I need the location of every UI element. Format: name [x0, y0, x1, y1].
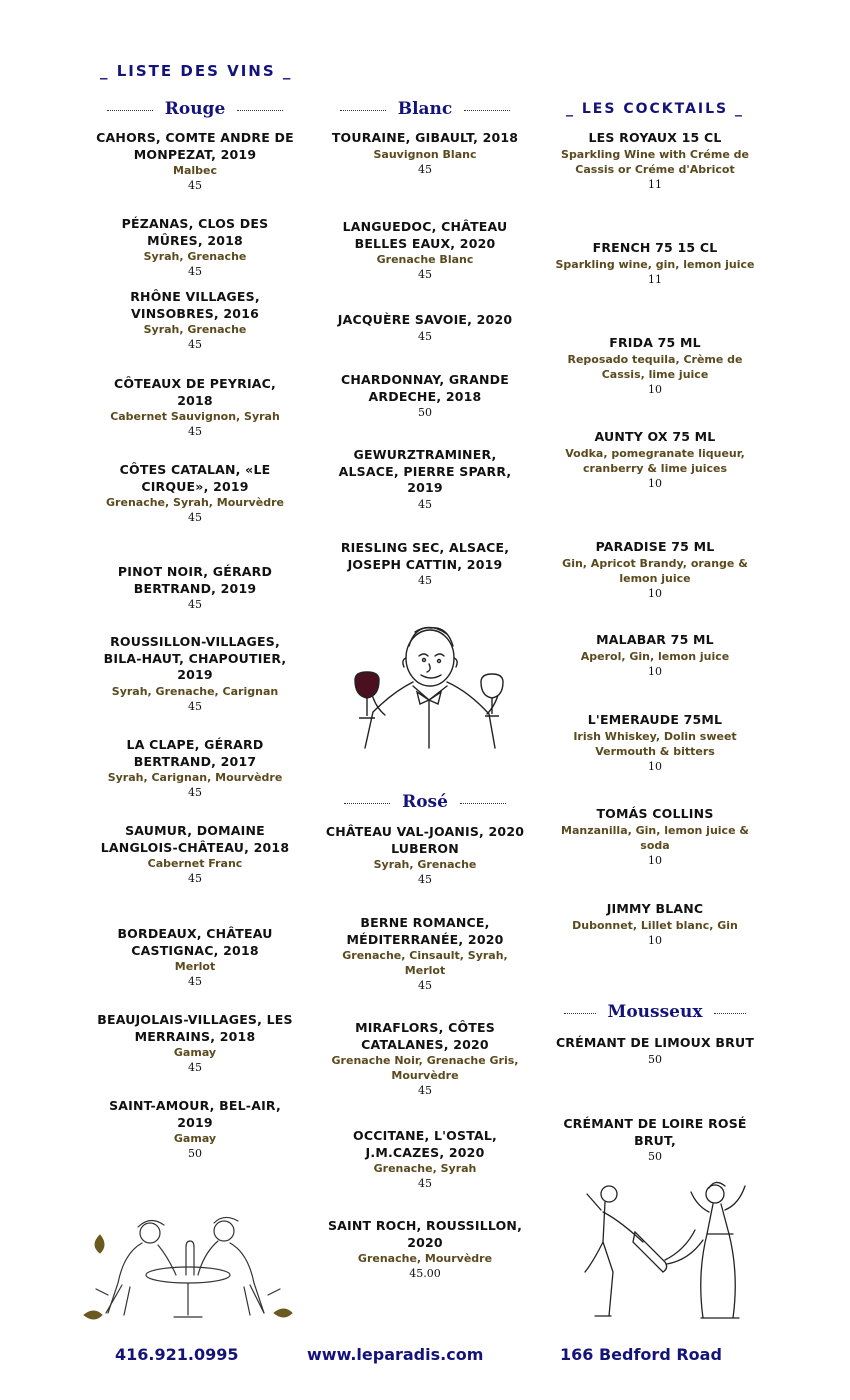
- item-name: MIRAFLORS, CÔTES CATALANES, 2020: [355, 1020, 495, 1052]
- menu-item: [95, 1098, 295, 1161]
- item-name: CHÂTEAU VAL-JOANIS, 2020 LUBERON: [325, 824, 525, 856]
- menu-item: [95, 216, 295, 279]
- item-price: 45: [188, 511, 202, 524]
- item-name: OCCITANE, L'OSTAL, J.M.CAZES, 2020: [353, 1128, 497, 1160]
- item-description: Reposado tequila, Crème de Cassis, lime juice: [567, 352, 743, 381]
- item-price: 10: [648, 759, 662, 773]
- menu-item: [95, 376, 295, 439]
- item-name: PÉZANAS, CLOS DES MÛRES, 2018: [121, 216, 269, 248]
- item-price: 10: [648, 933, 662, 947]
- item-price: 45: [188, 975, 202, 988]
- item-name: CAHORS, COMTE ANDRE DE MONPEZAT, 2019: [96, 130, 294, 162]
- item-description: Grenache Blanc: [376, 253, 474, 266]
- rouge-heading: Rouge: [164, 99, 226, 119]
- item-price: 45.00: [409, 1267, 441, 1280]
- item-price: 45: [188, 179, 202, 192]
- item-price: 45: [418, 329, 432, 343]
- item-description: Cabernet Franc: [147, 857, 243, 870]
- item-description: Grenache, Syrah, Mourvèdre: [106, 496, 284, 509]
- item-price: 45: [188, 872, 202, 885]
- cocktails-column: [555, 92, 755, 1163]
- item-description: Syrah, Grenache: [373, 858, 477, 871]
- item-name: BERNE ROMANCE, MÉDITERRANÉE, 2020: [346, 915, 504, 947]
- item-price: 10: [648, 853, 662, 867]
- item-price: 45: [188, 598, 202, 611]
- phone-number[interactable]: 416.921.0995: [115, 1345, 239, 1364]
- item-description: Syrah, Carignan, Mourvèdre: [107, 771, 283, 784]
- champagne-couple-illustration-icon: [575, 1180, 760, 1325]
- item-description: Merlot: [174, 960, 216, 973]
- item-description: Dubonnet, Lillet blanc, Gin: [572, 918, 738, 932]
- item-price: 50: [188, 1147, 202, 1160]
- dotted-divider: [714, 1013, 746, 1014]
- menu-item: [325, 372, 525, 420]
- item-description: Gin, Apricot Brandy, orange & lemon juice: [562, 556, 748, 585]
- item-name: TOMÁS COLLINS: [596, 806, 714, 821]
- mousseux-section-header: [555, 995, 755, 1029]
- menu-item: [325, 1020, 525, 1098]
- rouge-column: [95, 92, 295, 1160]
- item-name: LES ROYAUX 15 CL: [588, 130, 722, 145]
- website-link[interactable]: www.leparadis.com: [307, 1345, 484, 1364]
- item-name: FRIDA 75 ML: [609, 335, 701, 350]
- menu-item: [325, 540, 525, 588]
- item-price: 45: [418, 268, 432, 281]
- mousseux-heading: Mousseux: [607, 1002, 703, 1022]
- item-price: 10: [648, 586, 662, 600]
- dotted-divider: [340, 110, 386, 111]
- item-price: 45: [188, 425, 202, 438]
- item-name: TOURAINE, GIBAULT, 2018: [331, 130, 519, 145]
- item-price: 11: [648, 177, 662, 191]
- item-price: 10: [648, 476, 662, 490]
- waiter-illustration-icon: [345, 620, 525, 750]
- cafe-table-illustration-icon: [78, 1205, 298, 1330]
- item-description: Manzanilla, Gin, lemon juice & soda: [561, 823, 749, 852]
- item-description: Syrah, Grenache: [143, 323, 247, 336]
- item-price: 50: [418, 406, 432, 419]
- item-description: Grenache, Cinsault, Syrah, Merlot: [342, 949, 508, 977]
- blanc-section-header: [325, 92, 525, 126]
- item-name: JACQUÈRE SAVOIE, 2020: [337, 312, 513, 327]
- dotted-divider: [464, 110, 510, 111]
- item-description: Grenache, Mourvèdre: [357, 1252, 493, 1265]
- rouge-section-header: [95, 92, 295, 126]
- item-price: 45: [418, 1084, 432, 1097]
- item-name: AUNTY OX 75 ML: [594, 429, 716, 444]
- menu-item: [95, 130, 295, 193]
- item-name: LA CLAPE, GÉRARD BERTRAND, 2017: [126, 737, 264, 769]
- item-name: MALABAR 75 ML: [596, 632, 714, 647]
- item-description: Sauvignon Blanc: [373, 147, 477, 161]
- menu-item: [95, 634, 295, 714]
- menu-item: [555, 1035, 755, 1067]
- item-description: Irish Whiskey, Dolin sweet Vermouth & bitters: [573, 729, 737, 758]
- menu-item: [325, 312, 525, 344]
- item-description: Grenache Noir, Grenache Gris, Mourvèdre: [331, 1054, 519, 1082]
- menu-item: [95, 462, 295, 525]
- item-name: RHÔNE VILLAGES, VINSOBRES, 2016: [130, 289, 260, 321]
- menu-item: [95, 926, 295, 989]
- menu-item: [555, 1116, 755, 1164]
- menu-item: [95, 564, 295, 612]
- blanc-heading: Blanc: [397, 99, 453, 119]
- address: 166 Bedford Road: [560, 1345, 722, 1364]
- wine-list-title: _ LISTE DES VINS _: [100, 62, 293, 80]
- item-description: Syrah, Grenache, Carignan: [111, 684, 279, 698]
- item-name: PARADISE 75 ML: [595, 539, 715, 554]
- item-name: SAINT-AMOUR, BEL-AIR, 2019: [109, 1098, 281, 1130]
- item-name: BEAUJOLAIS-VILLAGES, LES MERRAINS, 2018: [97, 1012, 293, 1044]
- rose-section-header: [325, 785, 525, 819]
- menu-item: [95, 289, 295, 352]
- item-name: CRÉMANT DE LOIRE ROSÉ BRUT,: [563, 1116, 747, 1148]
- item-price: 45: [188, 699, 202, 713]
- item-price: 45: [188, 1061, 202, 1074]
- menu-item: [555, 130, 755, 192]
- menu-item: [325, 824, 525, 887]
- item-price: 45: [418, 873, 432, 886]
- item-description: Aperol, Gin, lemon juice: [580, 649, 730, 663]
- item-name: ROUSSILLON-VILLAGES, BILA-HAUT, CHAPOUTIER, 2019: [103, 634, 287, 682]
- dotted-divider: [344, 803, 390, 804]
- item-price: 45: [418, 162, 432, 176]
- item-price: 50: [648, 1052, 662, 1066]
- cocktails-heading: _ LES COCKTAILS _: [566, 101, 744, 117]
- menu-item: [325, 447, 525, 512]
- item-description: Syrah, Grenache: [143, 250, 247, 263]
- dotted-divider: [237, 110, 283, 111]
- item-name: FRENCH 75 15 CL: [592, 240, 718, 255]
- menu-item: [555, 539, 755, 601]
- menu-item: [325, 915, 525, 993]
- menu-item: [555, 240, 755, 287]
- item-name: GEWURZTRAMINER, ALSACE, PIERRE SPARR, 2019: [338, 447, 512, 495]
- item-name: SAINT ROCH, ROUSSILLON, 2020: [327, 1218, 523, 1250]
- menu-item: [325, 130, 525, 177]
- item-description: Vodka, pomegranate liqueur, cranberry & lime juices: [565, 446, 745, 475]
- menu-item: [555, 632, 755, 679]
- item-name: L'EMERAUDE 75ML: [587, 712, 723, 727]
- item-name: SAUMUR, DOMAINE LANGLOIS-CHÂTEAU, 2018: [100, 823, 290, 855]
- item-description: Malbec: [173, 164, 217, 177]
- menu-item: [555, 335, 755, 397]
- dotted-divider: [460, 803, 506, 804]
- menu-item: [325, 1128, 525, 1191]
- item-price: 45: [418, 1177, 432, 1190]
- item-name: PINOT NOIR, GÉRARD BERTRAND, 2019: [117, 564, 273, 596]
- menu-item: [95, 823, 295, 886]
- item-name: JIMMY BLANC: [606, 901, 704, 916]
- item-description: Gamay: [173, 1046, 217, 1059]
- item-description: Cabernet Sauvignon, Syrah: [110, 410, 280, 423]
- menu-item: [95, 1012, 295, 1075]
- item-name: CRÉMANT DE LIMOUX BRUT: [555, 1035, 755, 1050]
- item-price: 45: [418, 497, 432, 511]
- item-price: 45: [418, 979, 432, 992]
- item-price: 45: [188, 786, 202, 799]
- item-name: CÔTES CATALAN, «LE CIRQUE», 2019: [119, 462, 271, 494]
- item-description: Sparkling wine, gin, lemon juice: [555, 257, 755, 271]
- cocktails-section-header: [555, 92, 755, 126]
- item-price: 45: [188, 265, 202, 278]
- item-name: BORDEAUX, CHÂTEAU CASTIGNAC, 2018: [117, 926, 273, 958]
- item-price: 11: [648, 272, 662, 286]
- item-description: Gamay: [173, 1132, 217, 1145]
- dotted-divider: [564, 1013, 596, 1014]
- item-description: Sparkling Wine with Créme de Cassis or Créme d'Abricot: [561, 147, 749, 176]
- menu-item: [325, 219, 525, 282]
- item-description: Grenache, Syrah: [373, 1162, 477, 1175]
- menu-item: [325, 1218, 525, 1281]
- item-price: 10: [648, 382, 662, 396]
- item-name: CÔTEAUX DE PEYRIAC, 2018: [114, 376, 276, 408]
- item-price: 45: [418, 574, 432, 587]
- item-price: 45: [188, 338, 202, 351]
- menu-item: [555, 901, 755, 948]
- dotted-divider: [107, 110, 153, 111]
- item-name: LANGUEDOC, CHÂTEAU BELLES EAUX, 2020: [342, 219, 508, 251]
- menu-item: [95, 737, 295, 800]
- menu-item: [555, 429, 755, 491]
- item-name: CHARDONNAY, GRANDE ARDECHE, 2018: [341, 372, 509, 404]
- item-price: 50: [648, 1150, 662, 1163]
- menu-item: [555, 712, 755, 774]
- blanc-column: [325, 92, 525, 1280]
- item-name: RIESLING SEC, ALSACE, JOSEPH CATTIN, 2019: [340, 540, 510, 572]
- menu-item: [555, 806, 755, 868]
- item-price: 10: [648, 664, 662, 678]
- rose-heading: Rosé: [402, 792, 448, 812]
